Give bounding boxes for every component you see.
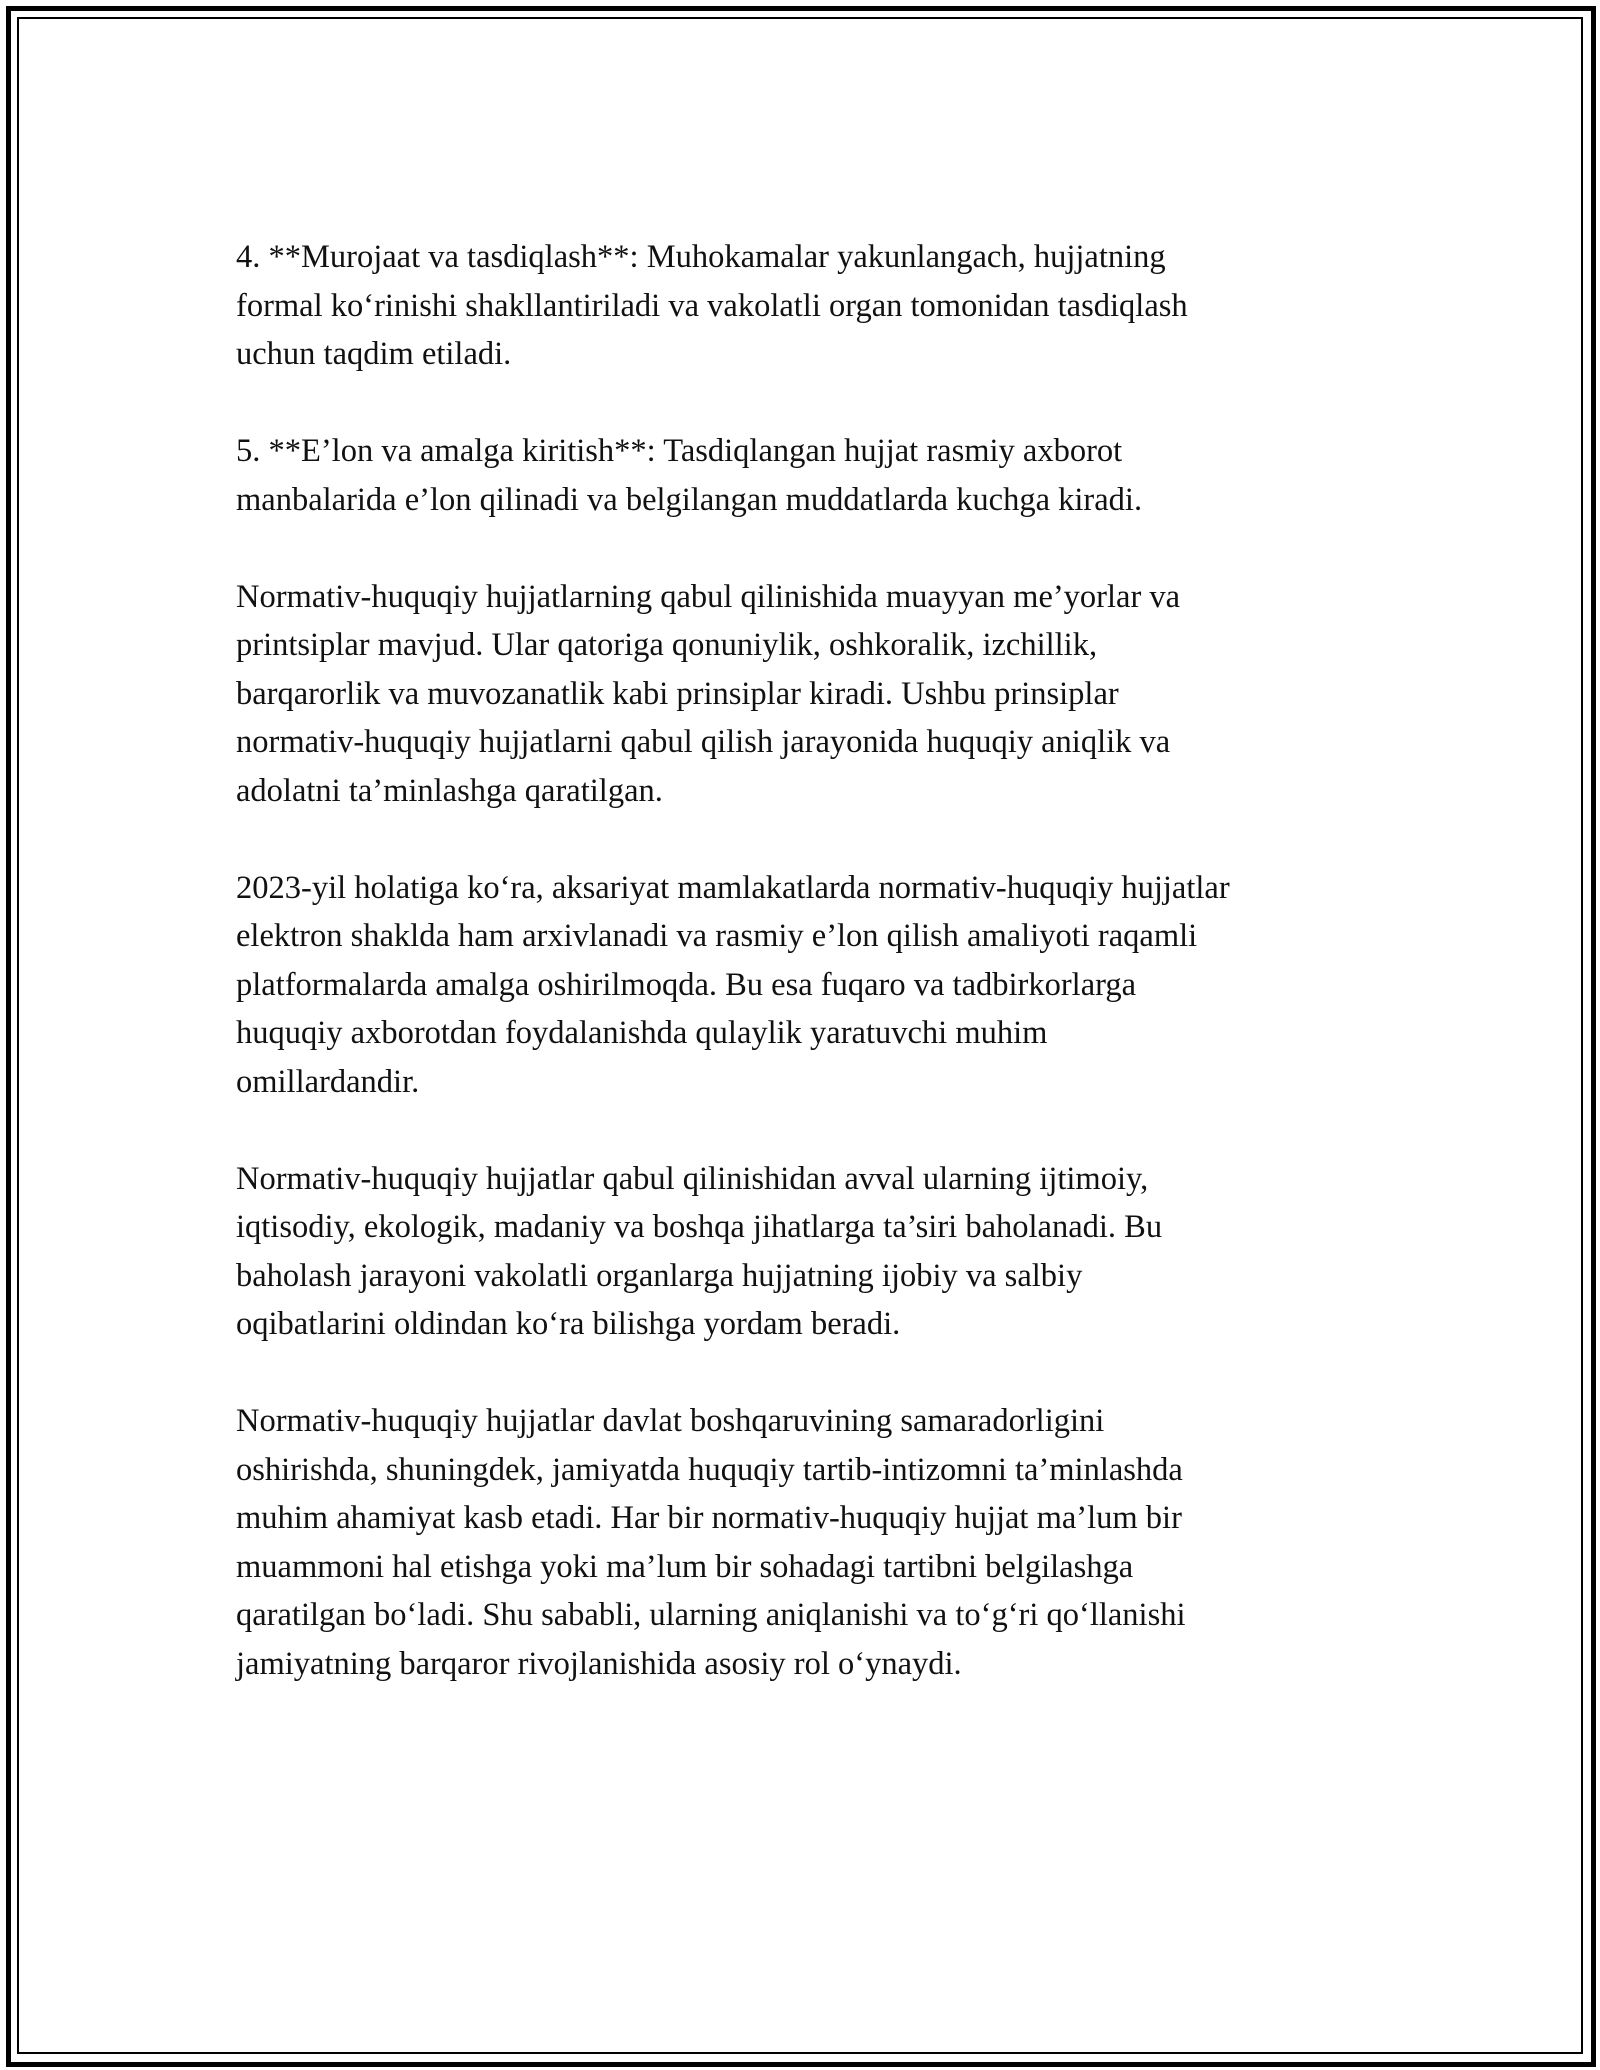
- text-line: normativ-huquqiy hujjatlarni qabul qilish jarayonida huquqiy aniqlik va: [236, 724, 1171, 760]
- text-line: huquqiy axborotdan foydalanishda qulaylik yaratuvchi muhim: [236, 1015, 1048, 1051]
- text-line: muammoni hal etishga yoki ma’lum bir sohadagi tartibni belgilashga: [236, 1548, 1134, 1585]
- text-line: iqtisodiy, ekologik, madaniy va boshqa jihatlarga ta’siri baholanadi. Bu: [236, 1209, 1163, 1245]
- text-line: 4. **Murojaat va tasdiqlash**: Muhokamalar yakunlangach, hujjatning: [236, 239, 1166, 275]
- text-line: elektron shaklda ham arxivlanadi va rasmiy e’lon qilish amaliyoti raqamli: [236, 918, 1198, 954]
- text-line: manbalarida e’lon qilinadi va belgilangan muddatlarda kuchga kiradi.: [236, 481, 1143, 518]
- paragraph-principles: [236, 573, 1376, 816]
- text-line: oqibatlarini oldindan ko‘ra bilishga yordam beradi.: [236, 1306, 901, 1342]
- text-line: Normativ-huquqiy hujjatlarning qabul qilinishida muayyan me’yorlar va: [236, 578, 1181, 615]
- text-line: Normativ-huquqiy hujjatlar qabul qilinishidan avval ularning ijtimoiy,: [236, 1160, 1149, 1197]
- text-line: adolatni ta’minlashga qaratilgan.: [236, 772, 663, 809]
- text-line: formal ko‘rinishi shakllantiriladi va vakolatli organ tomonidan tasdiqlash: [236, 287, 1188, 324]
- text-line: baholash jarayoni vakolatli organlarga hujjatning ijobiy va salbiy: [236, 1257, 1083, 1294]
- text-line: Normativ-huquqiy hujjatlar davlat boshqaruvining samaradorligini: [236, 1403, 1105, 1439]
- paragraph-step-4: [236, 233, 1376, 379]
- text-line: muhim ahamiyat kasb etadi. Har bir normativ-huquqiy hujjat ma’lum bir: [236, 1500, 1182, 1536]
- paragraph-governance: [236, 1397, 1376, 1688]
- document-body: [236, 233, 1376, 1737]
- text-line: qaratilgan bo‘ladi. Shu sababli, ularning aniqlanishi va to‘g‘ri qo‘llanishi: [236, 1597, 1186, 1633]
- text-line: platformalarda amalga oshirilmoqda. Bu esa fuqaro va tadbirkorlarga: [236, 966, 1137, 1003]
- text-line: 2023-yil holatiga ko‘ra, aksariyat mamlakatlarda normativ-huquqiy hujjatlar: [236, 869, 1230, 906]
- text-line: omillardandir.: [236, 1063, 420, 1100]
- paragraph-digital-archive: [236, 864, 1376, 1107]
- text-line: jamiyatning barqaror rivojlanishida asosiy rol o‘ynaydi.: [236, 1645, 962, 1682]
- paragraph-impact-assessment: [236, 1155, 1376, 1349]
- text-line: printsiplar mavjud. Ular qatoriga qonuniylik, oshkoralik, izchillik,: [236, 627, 1098, 663]
- text-line: 5. **E’lon va amalga kiritish**: Tasdiqlangan hujjat rasmiy axborot: [236, 433, 1123, 469]
- text-line: barqarorlik va muvozanatlik kabi prinsiplar kiradi. Ushbu prinsiplar: [236, 675, 1119, 712]
- paragraph-step-5: [236, 427, 1376, 524]
- text-line: oshirishda, shuningdek, jamiyatda huquqiy tartib-intizomni ta’minlashda: [236, 1451, 1183, 1488]
- text-line: uchun taqdim etiladi.: [236, 336, 512, 372]
